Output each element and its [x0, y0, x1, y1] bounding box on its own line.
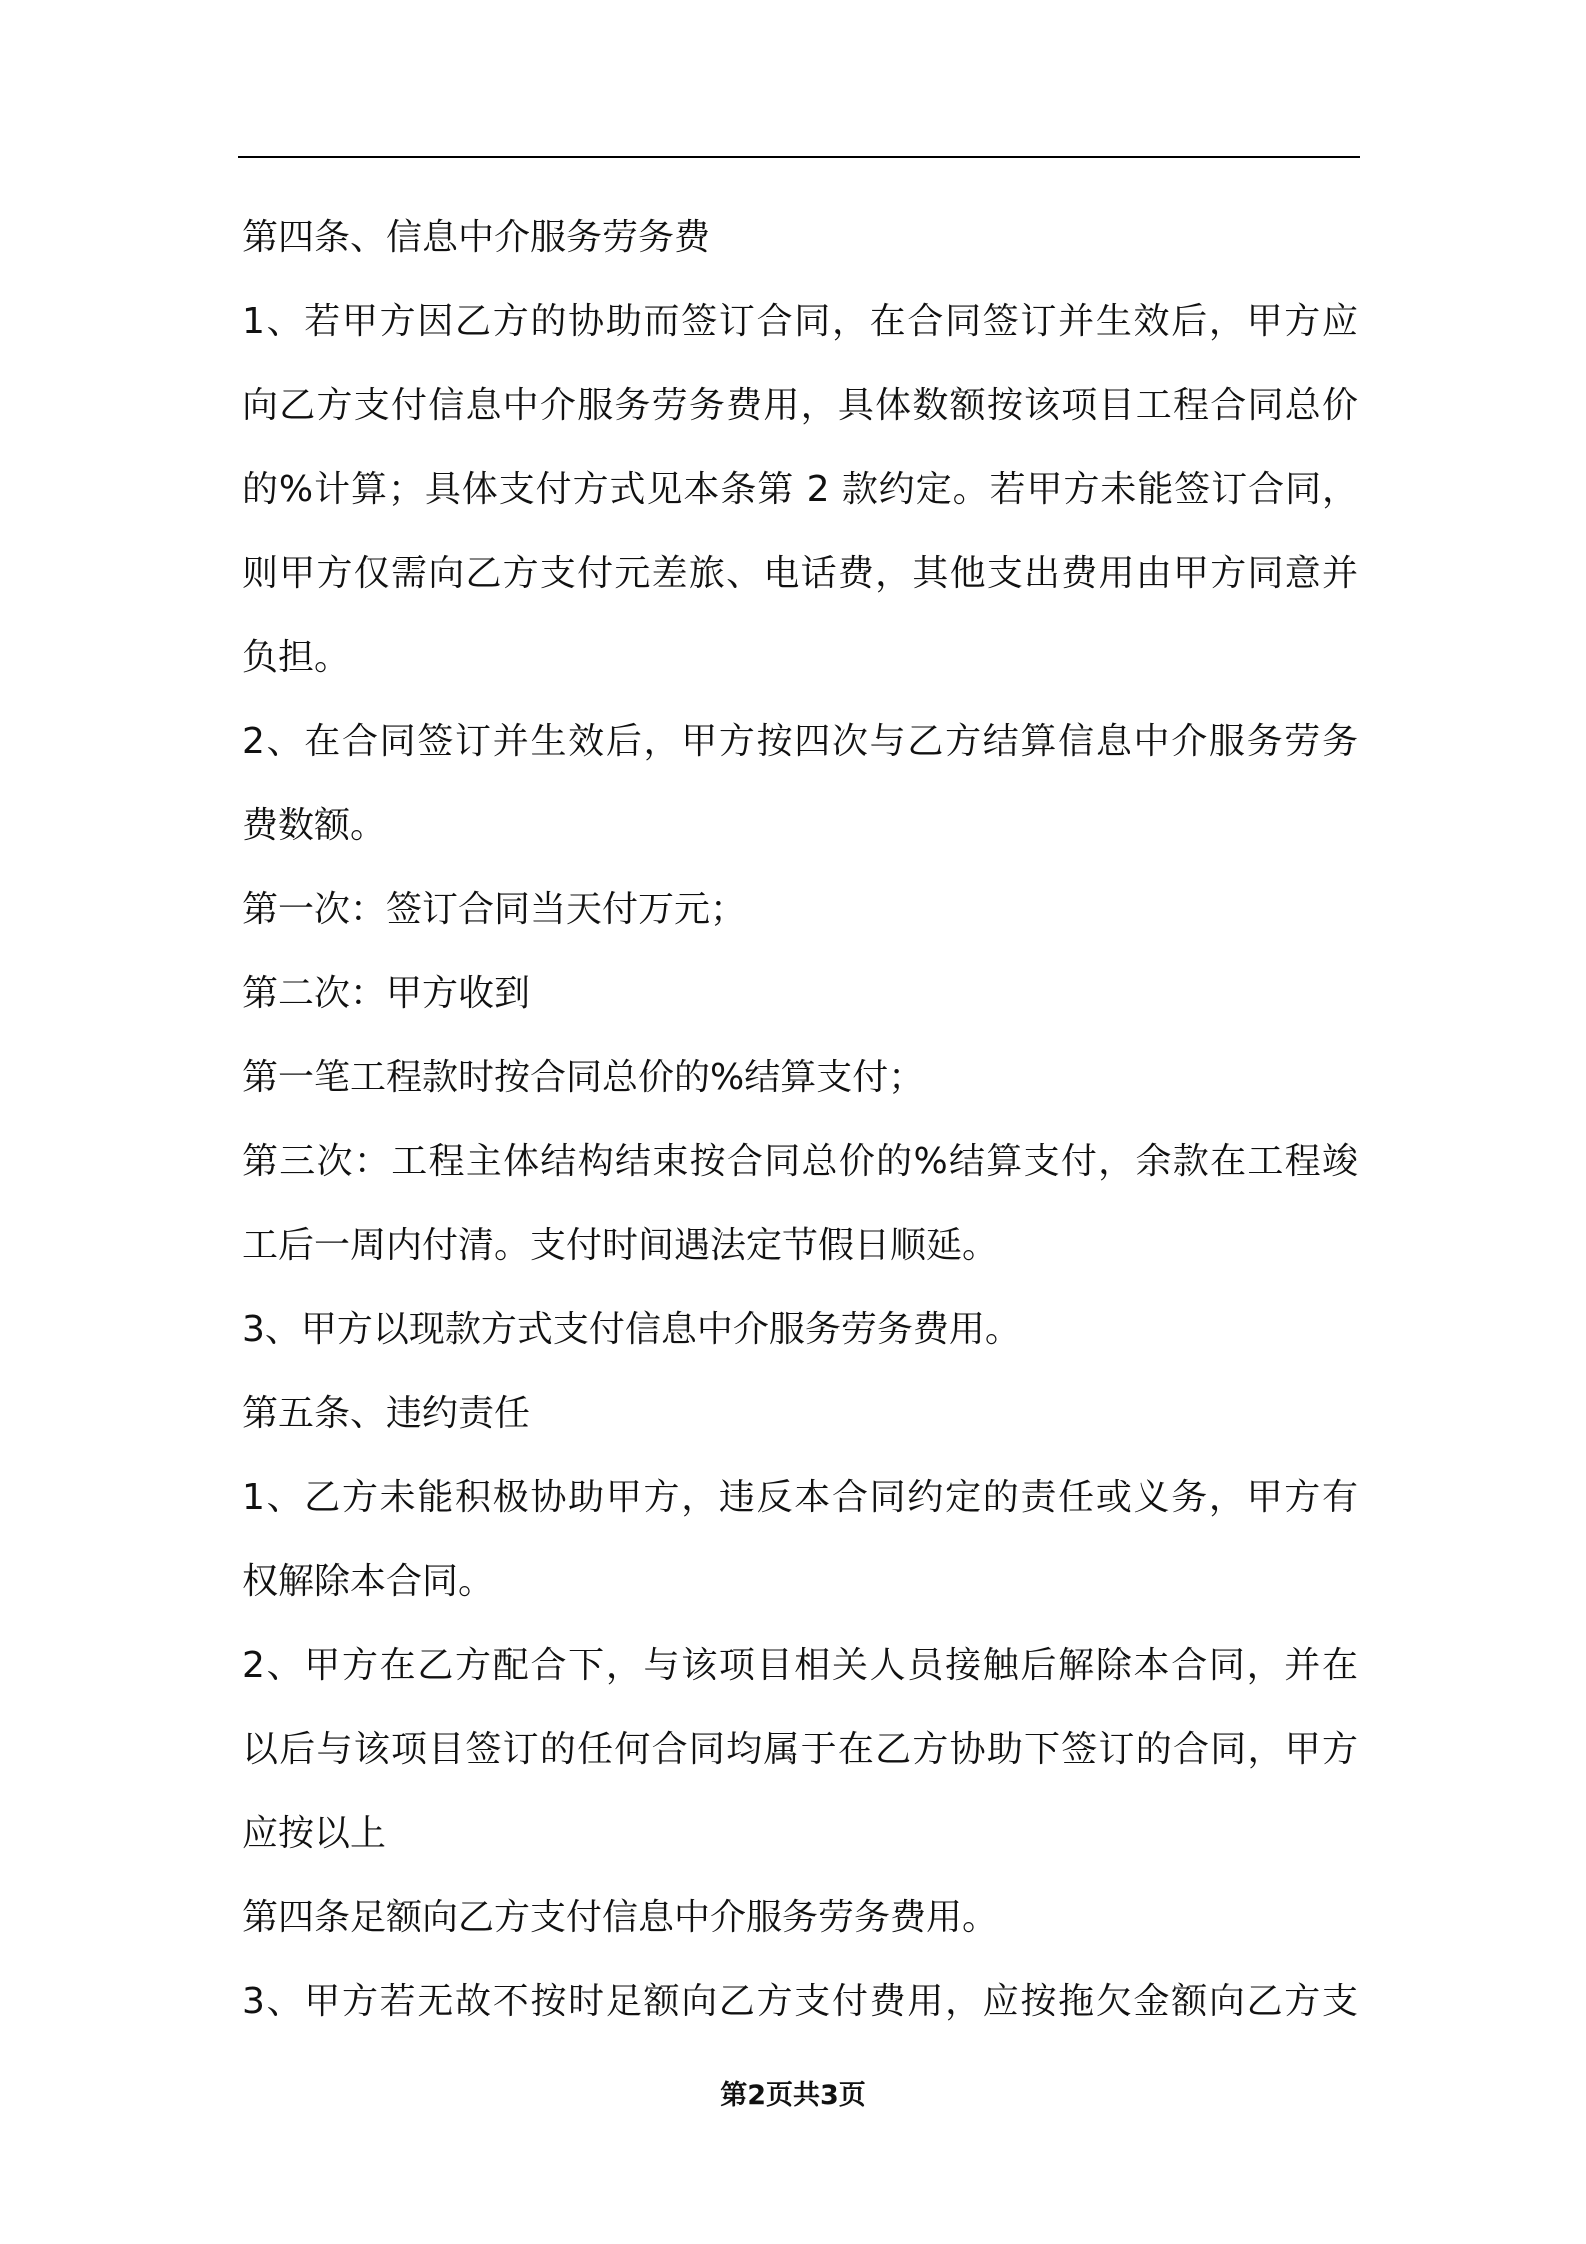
text-line: 1、乙方未能积极协助甲方，违反本合同约定的责任或义务，甲方有 — [242, 1477, 1358, 1518]
page-number-footer: 第2页共3页 — [720, 2080, 866, 2111]
text-line: 权解除本合同。 — [242, 1561, 495, 1602]
text-line: 费数额。 — [242, 805, 387, 846]
contract-body — [242, 196, 1358, 2044]
header-rule — [238, 156, 1360, 158]
text-line: 第五条、违约责任 — [242, 1393, 531, 1434]
text-line: 3、甲方若无故不按时足额向乙方支付费用，应按拖欠金额向乙方支 — [242, 1981, 1358, 2022]
text-line: 2、甲方在乙方配合下，与该项目相关人员接触后解除本合同，并在 — [242, 1645, 1358, 1686]
text-line: 第四条、信息中介服务劳务费 — [242, 217, 711, 258]
text-line: 向乙方支付信息中介服务劳务费用，具体数额按该项目工程合同总价 — [242, 385, 1358, 426]
text-line: 第三次：工程主体结构结束按合同总价的%结算支付，余款在工程竣 — [242, 1141, 1358, 1182]
text-line: 工后一周内付清。支付时间遇法定节假日顺延。 — [242, 1225, 999, 1266]
text-line: 第一笔工程款时按合同总价的%结算支付； — [242, 1057, 925, 1098]
text-line: 第一次：签订合同当天付万元； — [242, 889, 747, 930]
text-line: 2、在合同签订并生效后，甲方按四次与乙方结算信息中介服务劳务 — [242, 721, 1358, 762]
text-line: 1、若甲方因乙方的协助而签订合同，在合同签订并生效后，甲方应 — [242, 301, 1358, 342]
text-line: 3、甲方以现款方式支付信息中介服务劳务费用。 — [242, 1309, 1021, 1350]
text-line: 以后与该项目签订的任何合同均属于在乙方协助下签订的合同，甲方 — [242, 1729, 1358, 1770]
text-line: 第二次：甲方收到 — [242, 973, 531, 1014]
text-line: 负担。 — [242, 637, 351, 678]
text-line: 第四条足额向乙方支付信息中介服务劳务费用。 — [242, 1897, 999, 1938]
text-line: 的%计算；具体支付方式见本条第 2 款约定。若甲方未能签订合同， — [242, 469, 1358, 510]
text-line: 应按以上 — [242, 1813, 387, 1854]
text-line: 则甲方仅需向乙方支付元差旅、电话费，其他支出费用由甲方同意并 — [242, 553, 1358, 594]
